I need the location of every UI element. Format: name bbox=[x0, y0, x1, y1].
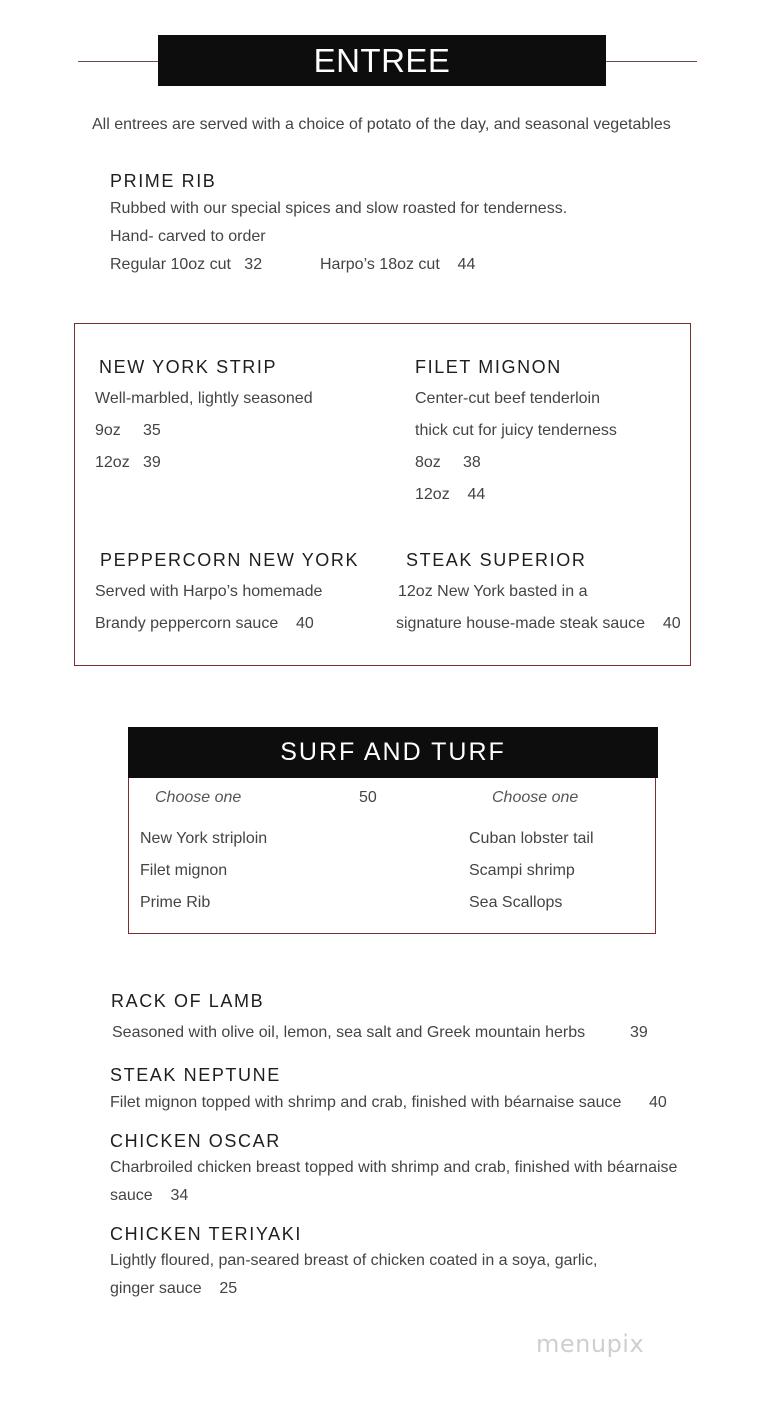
surf-right-item: Sea Scallops bbox=[469, 894, 563, 911]
surf-left-item: Prime Rib bbox=[140, 894, 211, 911]
filet-desc-2: thick cut for juicy tenderness bbox=[415, 422, 617, 439]
oscar-desc-1: Charbroiled chicken breast topped with shrimp and crab, finished with béarnaise bbox=[110, 1159, 678, 1176]
ny-strip-size-1: 9oz 35 bbox=[95, 422, 161, 439]
prime-rib-large: Harpo’s 18oz cut 44 bbox=[320, 256, 476, 273]
ny-strip-name: NEW YORK STRIP bbox=[99, 357, 278, 377]
filet-desc-1: Center-cut beef tenderloin bbox=[415, 390, 600, 407]
filet-name: FILET MIGNON bbox=[415, 357, 562, 377]
prime-rib-desc-1: Rubbed with our special spices and slow roasted for tenderness. bbox=[110, 200, 568, 217]
entree-rule-right bbox=[606, 61, 697, 62]
neptune-name: STEAK NEPTUNE bbox=[110, 1065, 281, 1085]
lamb-price: 39 bbox=[630, 1024, 648, 1041]
entree-rule-left bbox=[78, 61, 158, 62]
surf-right-item: Scampi shrimp bbox=[469, 862, 575, 879]
teriyaki-name: CHICKEN TERIYAKI bbox=[110, 1224, 302, 1244]
choose-left-label: Choose one bbox=[155, 789, 242, 806]
neptune-desc: Filet mignon topped with shrimp and crab, finished with béarnaise sauce bbox=[110, 1094, 622, 1111]
filet-size-1: 8oz 38 bbox=[415, 454, 481, 471]
teriyaki-desc-1: Lightly floured, pan-seared breast of chicken coated in a soya, garlic, bbox=[110, 1252, 598, 1269]
surf-turf-price: 50 bbox=[359, 789, 377, 806]
menupix-watermark: menupix bbox=[536, 1330, 645, 1358]
neptune-price: 40 bbox=[649, 1094, 667, 1111]
lamb-desc: Seasoned with olive oil, lemon, sea salt and Greek mountain herbs bbox=[112, 1024, 586, 1041]
oscar-name: CHICKEN OSCAR bbox=[110, 1131, 281, 1151]
prime-rib-desc-2: Hand- carved to order bbox=[110, 228, 266, 245]
entree-banner bbox=[158, 35, 606, 86]
oscar-desc-2: sauce 34 bbox=[110, 1187, 189, 1204]
prime-rib-name: PRIME RIB bbox=[110, 171, 217, 191]
surf-turf-banner bbox=[128, 727, 658, 778]
lamb-name: RACK OF LAMB bbox=[111, 991, 265, 1011]
peppercorn-desc-2: Brandy peppercorn sauce 40 bbox=[95, 615, 314, 632]
surf-left-item: Filet mignon bbox=[140, 862, 228, 879]
surf-turf-title: SURF AND TURF bbox=[280, 738, 506, 766]
peppercorn-name: PEPPERCORN NEW YORK bbox=[100, 550, 360, 570]
surf-right-item: Cuban lobster tail bbox=[469, 830, 594, 847]
choose-right-label: Choose one bbox=[492, 789, 579, 806]
teriyaki-desc-2: ginger sauce 25 bbox=[110, 1280, 238, 1297]
peppercorn-desc-1: Served with Harpo’s homemade bbox=[95, 583, 323, 600]
prime-rib-regular: Regular 10oz cut 32 bbox=[110, 256, 263, 273]
filet-size-2: 12oz 44 bbox=[415, 486, 486, 503]
surf-left-item: New York striploin bbox=[140, 830, 268, 847]
superior-desc-2: signature house-made steak sauce 40 bbox=[396, 615, 681, 632]
superior-name: STEAK SUPERIOR bbox=[406, 550, 587, 570]
ny-strip-size-2: 12oz 39 bbox=[95, 454, 161, 471]
ny-strip-desc: Well-marbled, lightly seasoned bbox=[95, 390, 313, 407]
superior-desc-1: 12oz New York basted in a bbox=[398, 583, 588, 600]
entree-title: ENTREE bbox=[313, 41, 451, 79]
entree-subtitle: All entrees are served with a choice of potato of the day, and seasonal vegetables bbox=[92, 116, 671, 133]
